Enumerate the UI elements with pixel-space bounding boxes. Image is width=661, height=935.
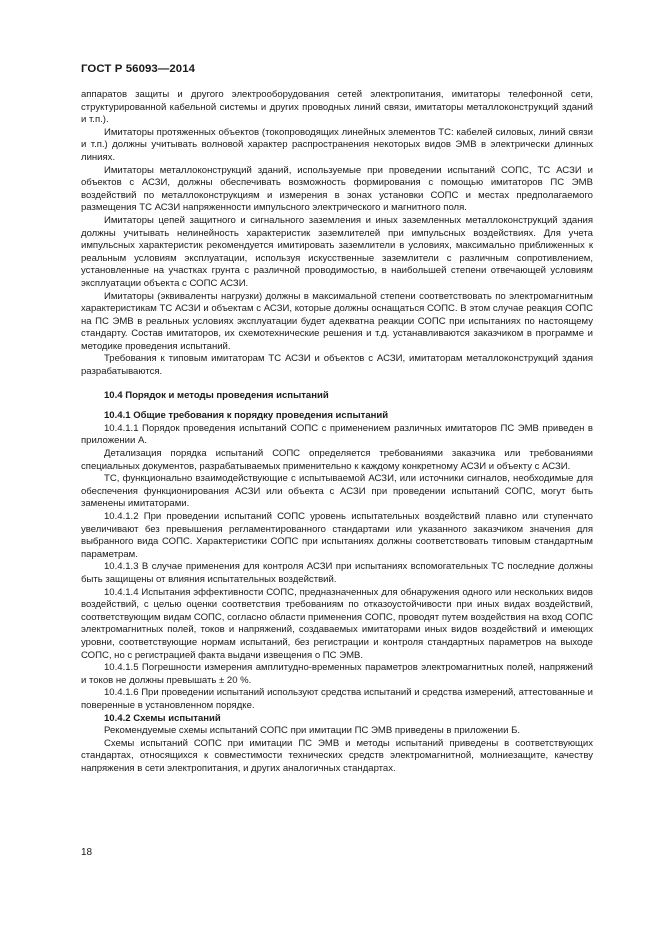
document-body <box>81 89 593 775</box>
subsection-heading: 10.4.2 Схемы испытаний <box>104 712 221 724</box>
paragraph: 10.4.1.2 При проведении испытаний СОПС уровень испытательных воздействий плавно или ступенчато увеличивают без превышения регламентированного стандартами или указанного заказчиком значения для выбранного вида СОПС. Характеристики СОПС при испытаниях должны соответствовать типовым стандартным параметрам. <box>81 511 593 560</box>
section-heading: 10.4 Порядок и методы проведения испытаний <box>104 389 329 401</box>
paragraph: Имитаторы протяженных объектов (токопроводящих линейных элементов ТС: кабелей силовых, линий связи и т.п.) должны учитывать волновой характер распространения некоторых видов ЭМВ в электрически длинных линиях. <box>81 126 593 163</box>
paragraph: Имитаторы цепей защитного и сигнального заземления и иных заземленных металлоконструкций здания должны учитывать нелинейность характеристик заземлителей при импульсных воздействиях. Для учета импульсных характеристик рекомендуется имитировать заземлители в условиях, максимально приближенных к реальным условиям эксплуатации, используя искусственные заземлители с различным сопротивлением, установленные на участках грунта с различной проводимостью, в наибольшей степени отвечающей условиям эксплуатации объекта с СОПС АСЗИ. <box>81 214 593 289</box>
paragraph: 10.4.1.1 Порядок проведения испытаний СОПС с применением различных имитаторов ПС ЭМВ приведен в приложении А. <box>81 422 593 447</box>
paragraph: Детализация порядка испытаний СОПС определяется требованиями заказчика или требованиями специальных документов, разрабатываемых применительно к каждому конкретному АСЗИ и объекту с АСЗИ. <box>81 448 593 472</box>
paragraph: Схемы испытаний СОПС при имитации ПС ЭМВ и методы испытаний приведены в соответствующих стандартах, относящихся к совместимости технических средств электромагнитной, молниезащите, качеству напряжения в сети электропитания, и других аналогичных стандартах. <box>81 737 593 774</box>
paragraph: аппаратов защиты и другого электрооборудования сетей электропитания, имитаторы телефонной сети, структурированной кабельной системы и других проводных линий связи, имитаторы металлоконструкций зданий и т.п.). <box>81 89 593 126</box>
paragraph: 10.4.1.5 Погрешности измерения амплитудно-временных параметров электромагнитных полей, напряжений и токов не должны превышать ± 20 %. <box>81 662 593 686</box>
paragraph: Требования к типовым имитаторам ТС АСЗИ и объектов с АСЗИ, имитаторам металлоконструкций здания разрабатываются. <box>81 353 593 378</box>
page-number: 18 <box>81 847 93 858</box>
paragraph: 10.4.1.3 В случае применения для контроля АСЗИ при испытаниях вспомогательных ТС последние должны быть защищены от влияния испытательных воздействий. <box>81 561 593 585</box>
paragraph: Имитаторы (эквиваленты нагрузки) должны в максимальной степени соответствовать по электромагнитным характеристикам ТС АСЗИ и объектам с АСЗИ, которые должны оснащаться СОПС. В этом случае реакция СОПС на ПС ЭМВ в реальных условиях эксплуатации будет адекватна реакции СОПС при испытаниях по настоящему стандарту. Состав имитаторов, их схемотехнические решения и т.д. устанавливаются заказчиком в программе и методике проведения испытаний. <box>81 290 593 352</box>
document-header: ГОСТ Р 56093—2014 <box>81 63 196 75</box>
paragraph: ТС, функционально взаимодействующие с испытываемой АСЗИ, или источники сигналов, необходимые для обеспечения функционирования АСЗИ или объекта с АСЗИ при проведении испытаний СОПС, могут быть заменены имитаторами. <box>81 473 593 510</box>
paragraph: Рекомендуемые схемы испытаний СОПС при имитации ПС ЭМВ приведены в приложении Б. <box>104 725 521 737</box>
paragraph: Имитаторы металлоконструкций зданий, используемые при проведении испытаний СОПС, ТС АСЗИ и объектов с АСЗИ, должны обеспечивать возможность формирования с помощью имитаторов ПС ЭМВ воздействий по металлоконструкциям и измерения в зонах установки СОПС и местах предполагаемого размещения ТС АСЗИ напряженности импульсного электрического и магнитного поля. <box>81 164 593 214</box>
subsection-heading: 10.4.1 Общие требования к порядку проведения испытаний <box>104 410 389 422</box>
paragraph: 10.4.1.6 При проведении испытаний используют средства испытаний и средства измерений, аттестованные и поверенные в установленном порядке. <box>81 687 593 711</box>
paragraph: 10.4.1.4 Испытания эффективности СОПС, предназначенных для обнаружения одного или нескольких видов воздействий, с целью оценки соответствия требованиям по отказоустойчивости при иных видах воздействий, соответствующим видам СОПС, согласно области применения СОПС, проводят путем воздействия на вход СОПС электромагнитных полей, токов и напряжений, создаваемых имитаторами иных видов воздействий и имеющих уровни, соответствующие нормам испытаний, без регистрации и контроля стандартных параметров на выходе СОПС, но с регистрацией факта выдачи извещения о ПС ЭМВ. <box>81 586 593 661</box>
